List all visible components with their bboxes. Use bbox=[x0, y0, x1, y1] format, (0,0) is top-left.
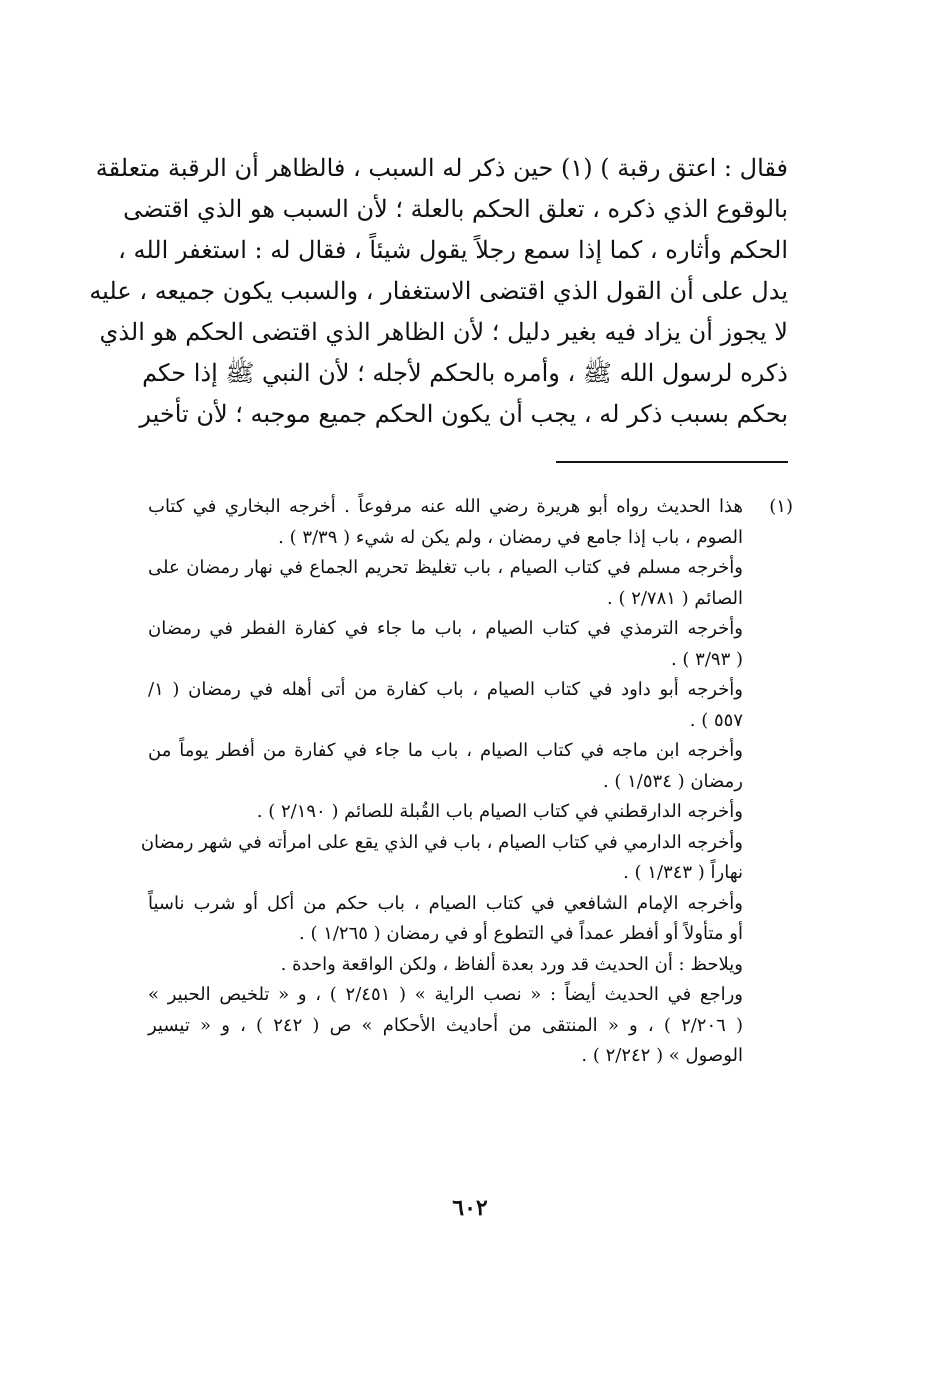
page-number: ٦٠٢ bbox=[452, 1195, 488, 1221]
main-text-line: فقال : اعتق رقبة ) (١) حين ذكر له السبب ، فالظاهر أن الرقبة متعلقة bbox=[95, 154, 788, 182]
footnote-line: وأخرجه الترمذي في كتاب الصيام ، باب ما جاء في كفارة الفطر في رمضان bbox=[148, 618, 743, 639]
footnote-line: وأخرجه الدارمي في كتاب الصيام ، باب في الذي يقع على امرأته في شهر رمضان bbox=[140, 831, 743, 853]
footnote-line: وأخرجه مسلم في كتاب الصيام ، باب تغليظ تحريم الجماع في نهار رمضان على bbox=[148, 557, 743, 578]
footnote-line: نهاراً ( ١/٣٤٣ ) . bbox=[623, 862, 743, 883]
main-text-line: بالوقوع الذي ذكره ، تعلق الحكم بالعلة ؛ لأن السبب هو الذي اقتضى bbox=[123, 195, 788, 223]
main-text-line: الحكم وأثاره ، كما إذا سمع رجلاً يقول شيئاً ، فقال له : استغفر الله ، bbox=[118, 236, 788, 264]
main-text-line: يدل على أن القول الذي اقتضى الاستغفار ، والسبب يكون جميعه ، عليه bbox=[89, 277, 788, 305]
footnote-line: الصائم ( ٢/٧٨١ ) . bbox=[607, 587, 743, 609]
footnote-line: ويلاحظ : أن الحديث قد ورد بعدة ألفاظ ، ولكن الواقعة واحدة . bbox=[280, 953, 743, 975]
footnote-line: أو متأولاً أو أفطر عمداً في التطوع أو في رمضان ( ١/٢٦٥ ) . bbox=[299, 923, 743, 944]
footnote-line: وأخرجه ابن ماجه في كتاب الصيام ، باب ما جاء في كفارة من أفطر يوماً من bbox=[148, 740, 743, 761]
main-text-line: ذكره لرسول الله ﷺ ، وأمره بالحكم لأجله ؛ لأن النبي ﷺ إذا حكم bbox=[142, 359, 788, 387]
main-text-line: بحكم بسبب ذكر له ، يجب أن يكون الحكم جميع موجبه ؛ لأن تأخير bbox=[139, 400, 788, 428]
footnote-line: وأخرجه الإمام الشافعي في كتاب الصيام ، باب حكم من أكل أو شرب ناسياً bbox=[148, 892, 743, 914]
main-text-block bbox=[89, 148, 788, 435]
footnote-line: الوصول » ( ٢/٢٤٢ ) . bbox=[581, 1045, 743, 1066]
footnote-line: رمضان ( ١/٥٣٤ ) . bbox=[602, 770, 743, 792]
footnote-line: هذا الحديث رواه أبو هريرة رضي الله عنه مرفوعاً . أخرجه البخاري في كتاب bbox=[148, 496, 743, 517]
footnote-line: وراجع في الحديث أيضاً : « نصب الراية » ( ٢/٤٥١ ) ، و « تلخيص الحبير » bbox=[148, 984, 743, 1005]
main-text-line: لا يجوز أن يزاد فيه بغير دليل ؛ لأن الظاهر الذي اقتضى الحكم هو الذي bbox=[99, 318, 788, 346]
footnote-body bbox=[140, 492, 744, 1072]
footnote-line: الصوم ، باب إذا جامع في رمضان ، ولم يكن له شيء ( ٣/٣٩ ) . bbox=[278, 526, 743, 548]
footnote-line: ( ٢/٢٠٦ ) ، و « المنتقى من أحاديث الأحكام » ص ( ٢٤٢ ) ، و « تيسير bbox=[148, 1014, 744, 1036]
footnote-line: وأخرجه أبو داود في كتاب الصيام ، باب كفارة من أتى أهله في رمضان ( ١/ bbox=[148, 679, 743, 700]
footnote-line: ٥٥٧ ) . bbox=[689, 709, 743, 731]
footnotes-block bbox=[140, 492, 793, 1072]
footnote-line: ( ٣/٩٣ ) . bbox=[670, 648, 743, 670]
footnote-marker: (١) bbox=[769, 496, 793, 517]
footnote-separator-rule bbox=[556, 461, 788, 463]
footnote-line: وأخرجه الدارقطني في كتاب الصيام باب القُبلة للصائم ( ٢/١٩٠ ) . bbox=[256, 801, 743, 822]
